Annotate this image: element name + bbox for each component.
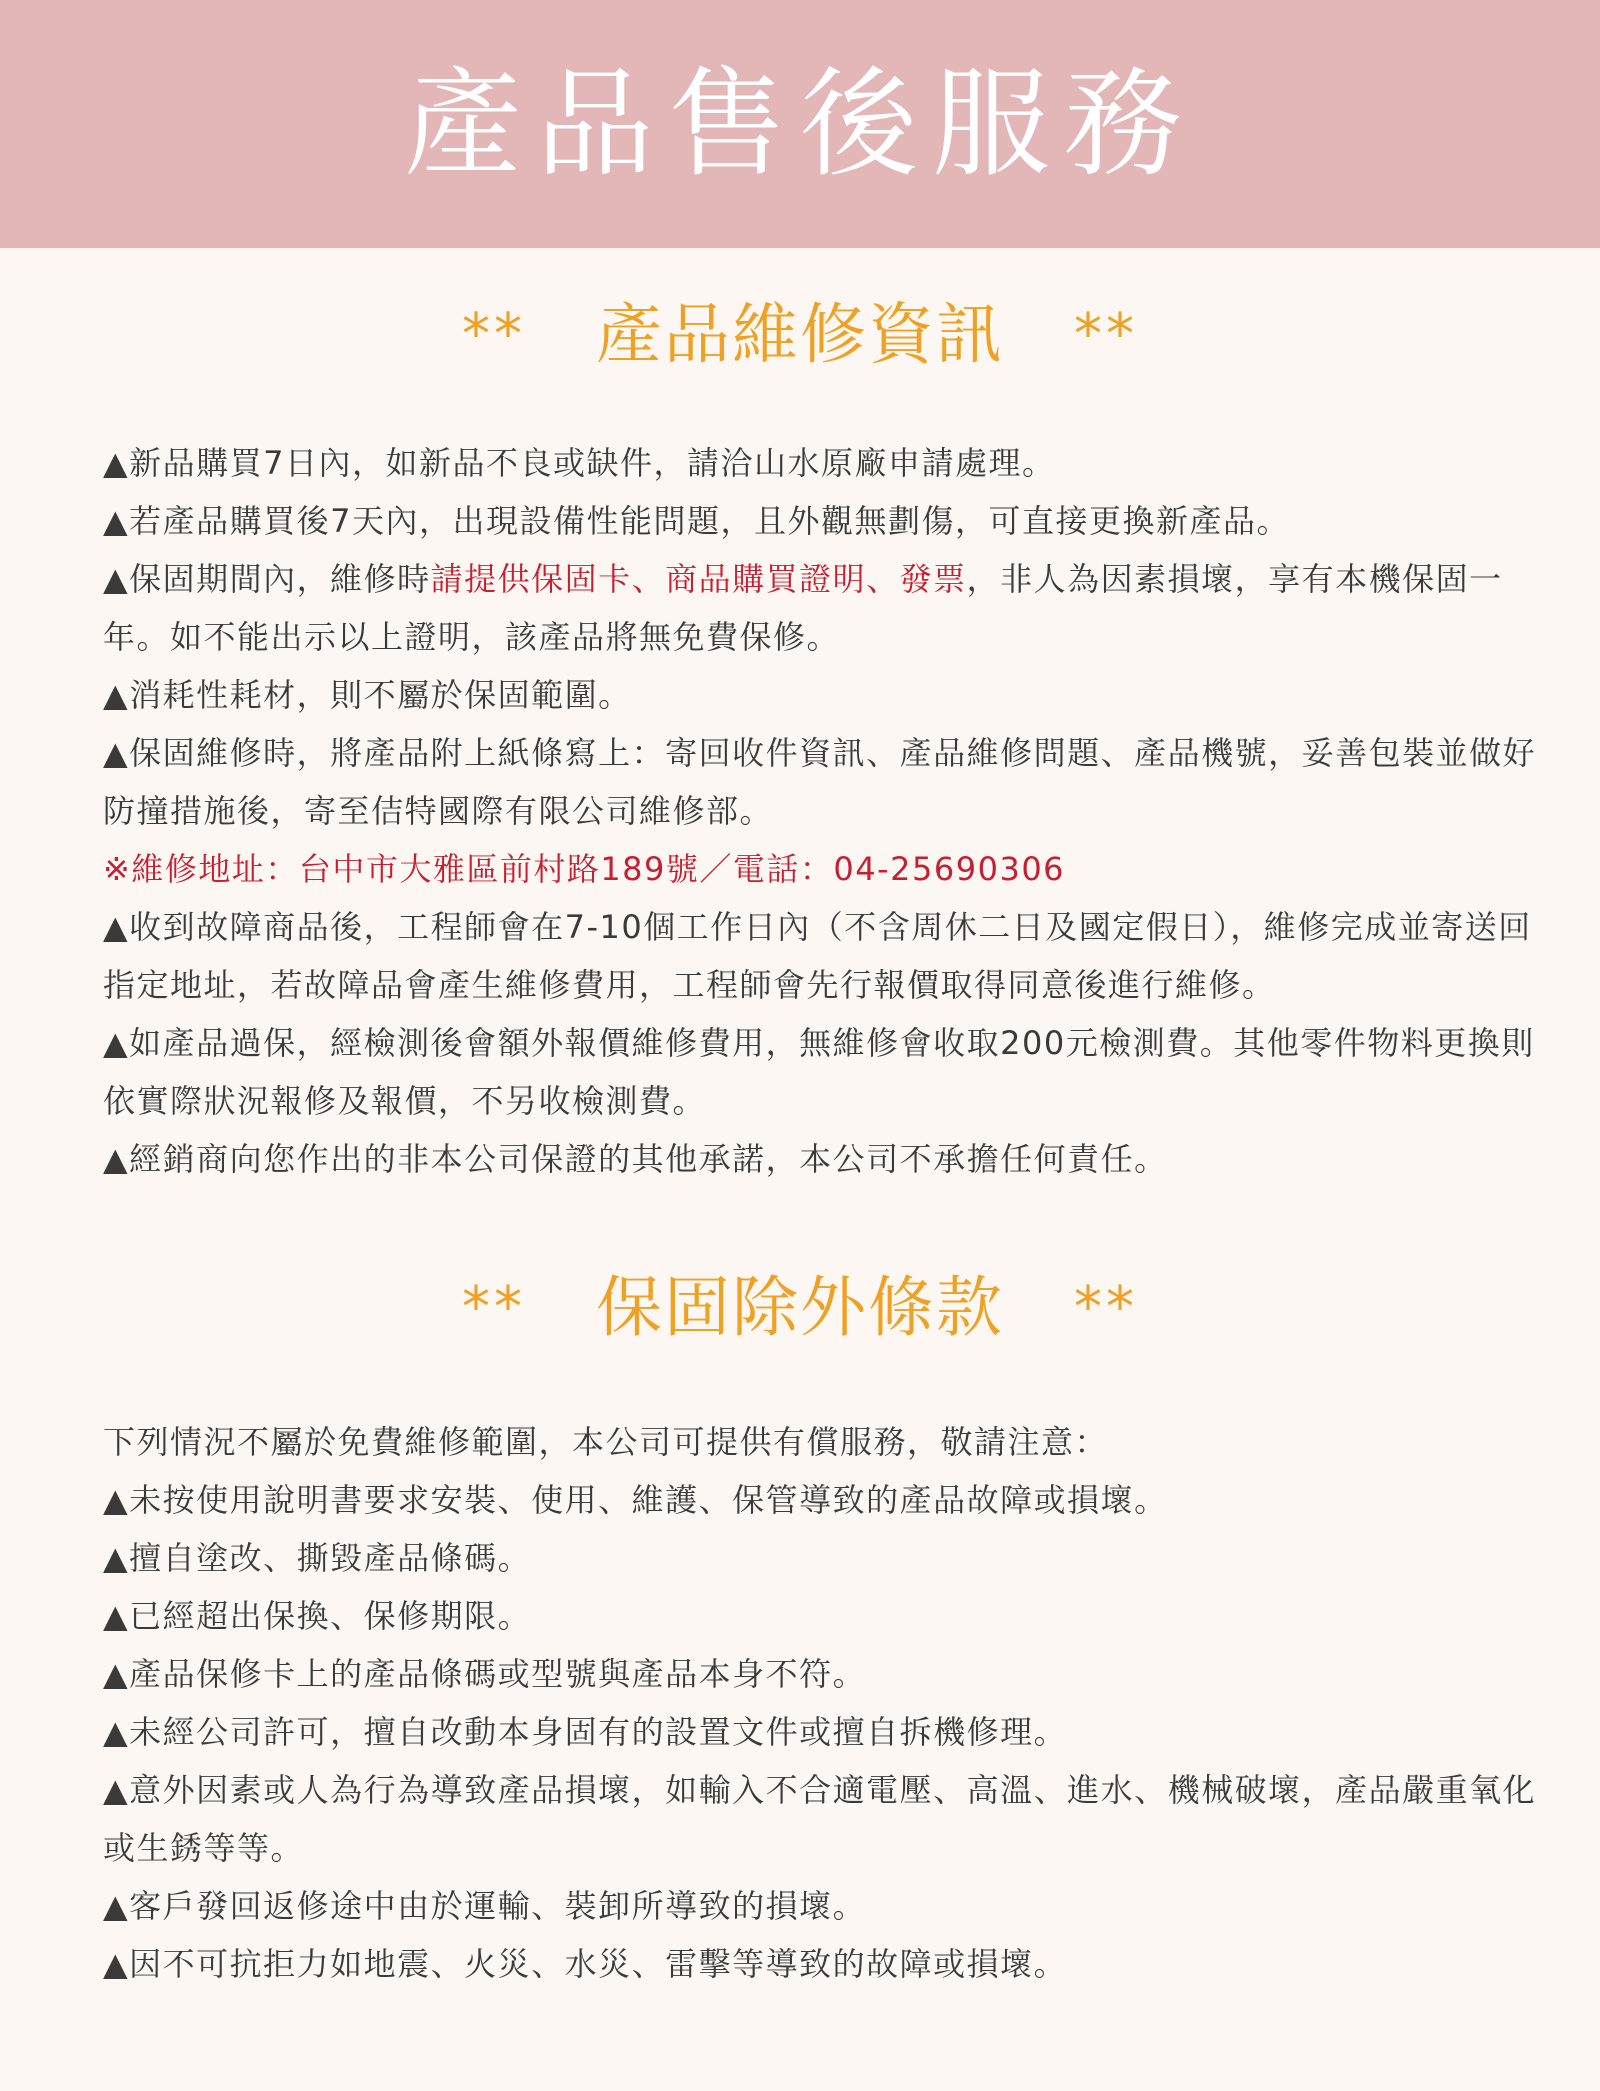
- page-title: 產品售後服務: [403, 55, 1196, 193]
- title-banner: [0, 0, 1600, 248]
- exclusion-item: ▲未按使用說明書要求安裝、使用、維護、保管導致的產品故障或損壞。: [103, 1481, 1168, 1519]
- repair-item-seven-days: ▲若產品購買後7天內，出現設備性能問題，且外觀無劃傷，可直接更換新產品。: [103, 502, 1290, 540]
- exclusion-item: ▲產品保修卡上的產品條碼或型號與產品本身不符。: [103, 1655, 867, 1693]
- repair-item-shipping-instructions: ▲保固維修時，將產品附上紙條寫上：寄回收件資訊、產品維修問題、產品機號，妥善包裝並做好防撞措施後，寄至佶特國際有限公司維修部。: [103, 734, 1537, 830]
- repair-item-out-of-warranty: ▲如產品過保，經檢測後會額外報價維修費用，無維修會收取200元檢測費。其他零件物料更換則依實際狀況報修及報價，不另收檢測費。: [103, 1024, 1535, 1120]
- exclusion-item: ▲客戶發回返修途中由於運輸、裝卸所導致的損壞。: [103, 1887, 867, 1925]
- exclusion-item: ▲意外因素或人為行為導致產品損壞，如輸入不合適電壓、高溫、進水、機械破壞，產品嚴重氧化或生銹等等。: [103, 1771, 1537, 1867]
- required-documents-highlight: 請提供保固卡、商品購買證明、發票: [430, 560, 967, 598]
- exclusion-item: ▲因不可抗拒力如地震、火災、水災、雷擊等導致的故障或損壞。: [103, 1945, 1068, 1983]
- repair-info-heading-text: 產品維修資訊: [596, 296, 1004, 373]
- warranty-exclusion-content: [103, 1413, 1538, 1993]
- repair-item-turnaround: ▲收到故障商品後，工程師會在7-10個工作日內（不含周休二日及國定假日），維修完成並寄送回指定地址，若故障品會產生維修費用，工程師會先行報價取得同意後進行維修。: [103, 908, 1532, 1004]
- repair-item-new-product: ▲新品購買7日內，如新品不良或缺件，請洽山水原廠申請處理。: [103, 444, 1056, 482]
- exclusion-item: ▲擅自塗改、撕毀產品條碼。: [103, 1539, 532, 1577]
- warranty-text-prefix: ▲保固期間內，維修時: [103, 560, 431, 598]
- repair-item-warranty-period: [103, 550, 1538, 666]
- heading-stars-right: **: [1074, 1275, 1138, 1340]
- warranty-exclusion-heading-text: 保固除外條款: [596, 1269, 1004, 1346]
- exclusion-intro: 下列情況不屬於免費維修範圍，本公司可提供有償服務，敬請注意：: [103, 1423, 1109, 1461]
- repair-item-dealer-promises: ▲經銷商向您作出的非本公司保證的其他承諾，本公司不承擔任何責任。: [103, 1140, 1168, 1178]
- warranty-text-suffix: ，非人為因素損壞，享有本機保固一年。如不能出示以上證明，該產品將無免費保修。: [103, 560, 1503, 656]
- repair-address-phone: ※維修地址：台中市大雅區前村路189號／電話：04-25690306: [103, 850, 1066, 888]
- exclusion-item: ▲已經超出保換、保修期限。: [103, 1597, 532, 1635]
- repair-info-content: [103, 434, 1538, 1188]
- heading-stars-left: **: [462, 1275, 526, 1340]
- repair-item-consumables: ▲消耗性耗材，則不屬於保固範圍。: [103, 676, 632, 714]
- exclusion-item: ▲未經公司許可，擅自改動本身固有的設置文件或擅自拆機修理。: [103, 1713, 1068, 1751]
- heading-stars-right: **: [1074, 302, 1138, 367]
- heading-stars-left: **: [462, 302, 526, 367]
- repair-info-heading: [0, 296, 1600, 373]
- warranty-exclusion-heading: [0, 1269, 1600, 1346]
